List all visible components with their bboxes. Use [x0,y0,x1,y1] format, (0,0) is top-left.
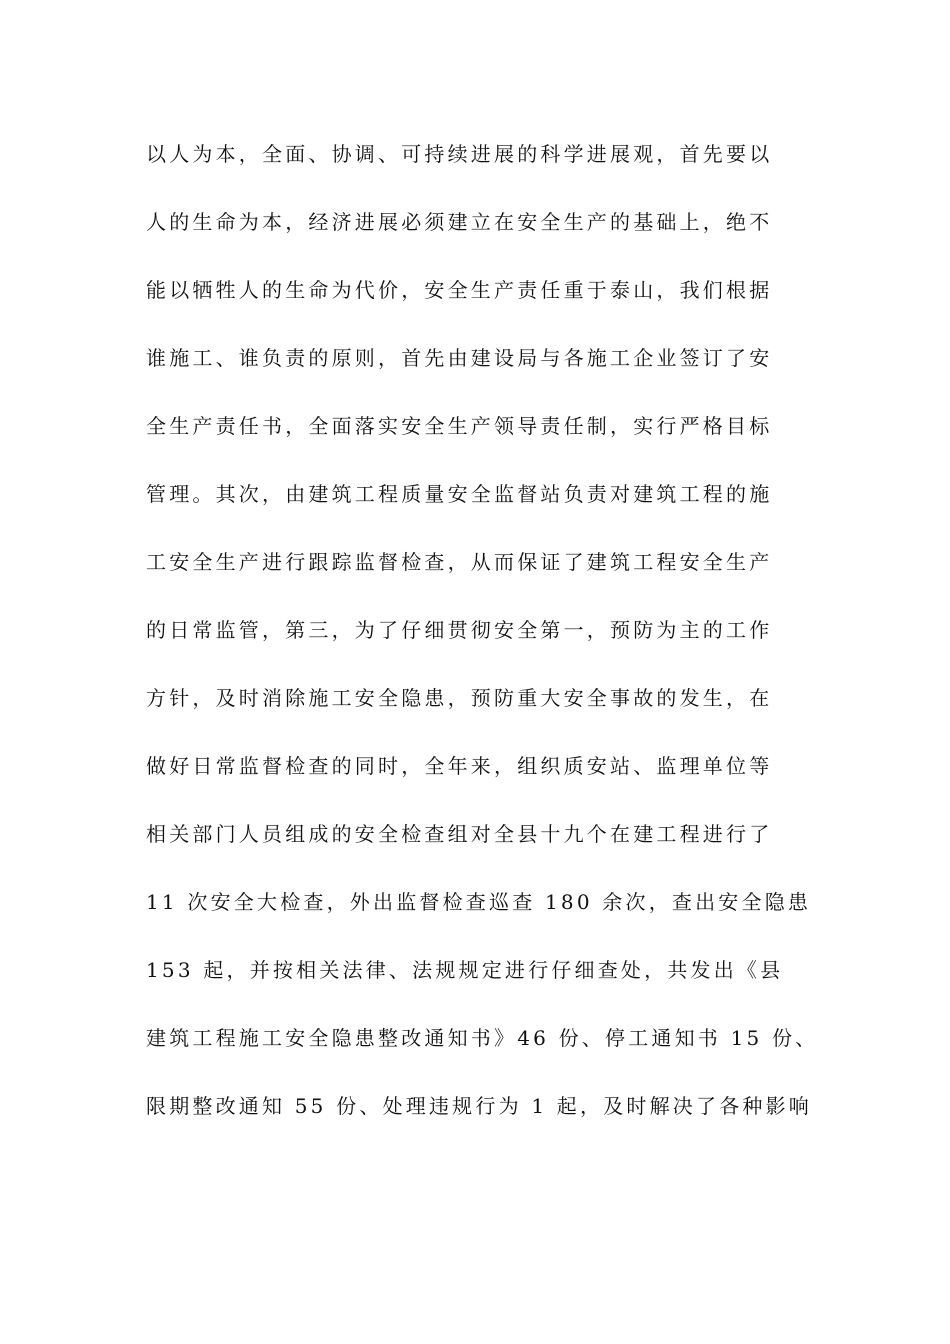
text-line: 管理。其次，由建筑工程质量安全监督站负责对建筑工程的施 [146,482,773,506]
text-line: 方针，及时消除施工安全隐患，预防重大安全事故的发生，在 [146,686,773,710]
text-line: 的日常监管，第三，为了仔细贯彻安全第一，预防为主的工作 [146,618,773,642]
text-line: 做好日常监督检查的同时，全年来，组织质安站、监理单位等 [146,754,773,778]
text-line: 相关部门人员组成的安全检查组对全县十九个在建工程进行了 [146,822,773,846]
text-line: 能以牺牲人的生命为代价，安全生产责任重于泰山，我们根据 [146,278,773,302]
body-paragraph [146,131,819,1151]
text-line: 以人为本，全面、协调、可持续进展的科学进展观，首先要以 [146,142,773,166]
text-line: 全生产责任书，全面落实安全生产领导责任制，实行严格目标 [146,414,773,438]
text-line: 人的生命为本，经济进展必须建立在安全生产的基础上，绝不 [146,210,773,234]
text-line: 11 次安全大检查，外出监督检查巡查 180 余次，查出安全隐患 [146,890,812,914]
text-line: 谁施工、谁负责的原则，首先由建设局与各施工企业签订了安 [146,346,773,370]
text-line: 建筑工程施工安全隐患整改通知书》46 份、停工通知书 15 份、 [146,1026,819,1050]
text-line: 工安全生产进行跟踪监督检查，从而保证了建筑工程安全生产 [146,550,773,574]
text-line: 限期整改通知 55 份、处理违规行为 1 起，及时解决了各种影响 [146,1094,813,1118]
text-line: 153 起，并按相关法律、法规规定进行仔细查处，共发出《县 [146,958,784,982]
